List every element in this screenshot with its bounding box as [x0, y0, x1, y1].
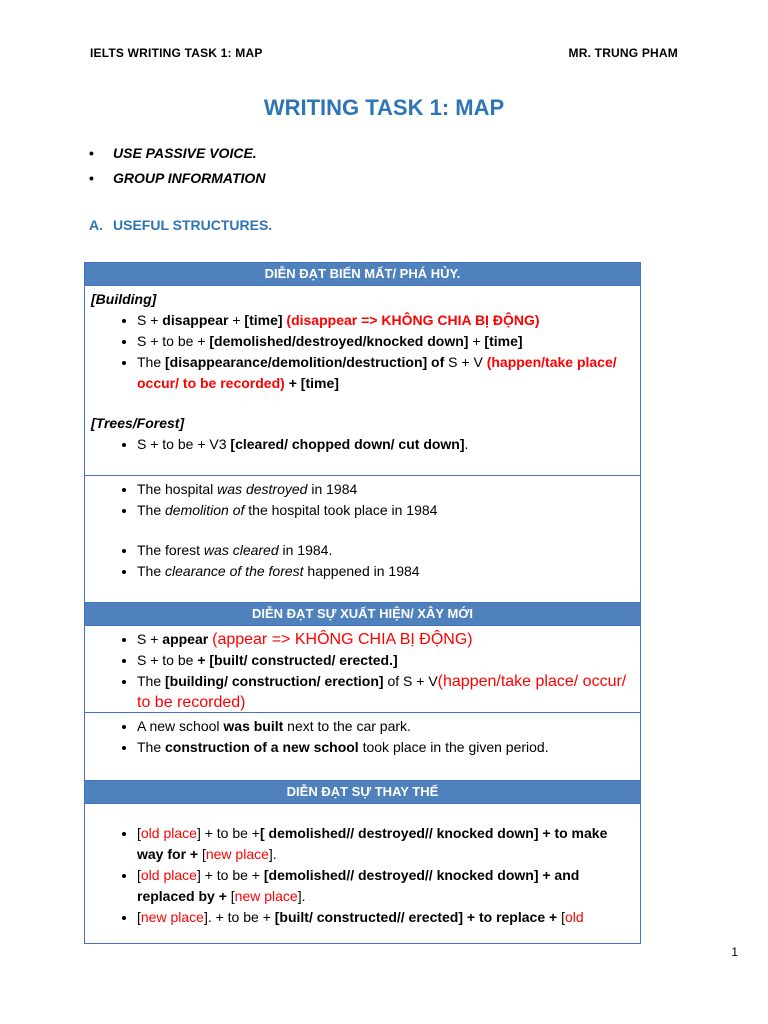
- doc-header-right: MR. TRUNG PHAM: [568, 46, 678, 60]
- list-item: • [old place] + to be + [demolished// destroyed// knocked down] + and replaced by + [new place].: [137, 865, 634, 907]
- list-item: • S + to be + V3 [cleared/ chopped down/ cut down].: [137, 434, 634, 455]
- bullet-group-information: • GROUP INFORMATION: [113, 170, 265, 186]
- structures-table: [84, 262, 641, 944]
- appear-examples-list: [91, 716, 634, 758]
- replace-structures-list: [91, 823, 634, 928]
- list-item: • A new school was built next to the car park.: [137, 716, 634, 737]
- list-item: • S + to be + [demolished/destroyed/knocked down] + [time]: [137, 331, 634, 352]
- list-item: • The [building/ construction/ erection] of S + V(happen/take place/ occur/ to be recorded): [137, 671, 634, 713]
- section-a-number: A.: [89, 217, 103, 233]
- list-item: • S + disappear + [time] (disappear => KHÔNG CHIA BỊ ĐỘNG): [137, 310, 634, 331]
- appear-structures-list: [91, 629, 634, 713]
- disappear-examples-list: [91, 479, 634, 521]
- list-item: • S + appear (appear => KHÔNG CHIA BỊ ĐỘNG): [137, 629, 634, 650]
- list-item: • The construction of a new school took place in the given period.: [137, 737, 634, 758]
- doc-header-left: IELTS WRITING TASK 1: MAP: [90, 46, 263, 60]
- list-item: • The demolition of the hospital took place in 1984: [137, 500, 634, 521]
- list-item: • The forest was cleared in 1984.: [137, 540, 634, 561]
- section-a-heading: [89, 217, 273, 233]
- table-header-appear: DIỄN ĐẠT SỰ XUẤT HIỆN/ XÂY MỚI: [85, 602, 640, 625]
- appear-examples-cell: [85, 712, 640, 780]
- list-item: • The hospital was destroyed in 1984: [137, 479, 634, 500]
- section-a-text: USEFUL STRUCTURES.: [113, 217, 273, 233]
- disappear-examples-cell: [85, 475, 640, 602]
- appear-structures-cell: [85, 625, 640, 712]
- list-item: • The clearance of the forest happened in 1984: [137, 561, 634, 582]
- table-header-disappear: DIỄN ĐẠT BIẾN MẤT/ PHÁ HỦY.: [85, 263, 640, 285]
- table-header-replace: DIỄN ĐẠT SỰ THAY THẾ: [85, 780, 640, 803]
- building-label: [Building]: [91, 291, 157, 307]
- list-item: • [new place]. + to be + [built/ constructed// erected] + to replace + [old: [137, 907, 634, 928]
- bullet-passive-voice: • USE PASSIVE VOICE.: [113, 145, 257, 161]
- trees-label: [Trees/Forest]: [91, 415, 185, 431]
- disappear-structures-cell: [85, 285, 640, 475]
- forest-examples-list: [91, 540, 634, 582]
- replace-structures-cell: [85, 803, 640, 943]
- list-item: • [old place] + to be +[ demolished// destroyed// knocked down] + to make way for + [new place].: [137, 823, 634, 865]
- list-item: • The [disappearance/demolition/destruction] of S + V (happen/take place/ occur/ to be recorded) + [time]: [137, 352, 634, 394]
- list-item: • S + to be + [built/ constructed/ erected.]: [137, 650, 634, 671]
- page-title: WRITING TASK 1: MAP: [263, 95, 505, 120]
- page-number: 1: [731, 945, 738, 959]
- trees-structures-list: [91, 434, 634, 455]
- building-structures-list: [91, 310, 634, 394]
